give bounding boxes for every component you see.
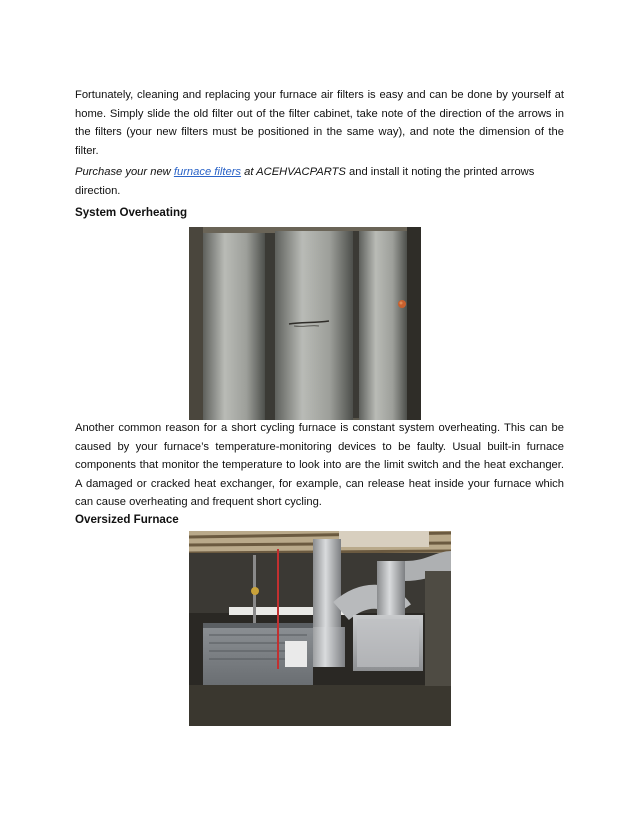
paragraph-filters: Fortunately, cleaning and replacing your furnace air filters is easy and can be done by yourself at home. Simply slide the old filter out of the filter cabinet, take note of the direction of the arrows in the filters (your new filters must be positioned in the same way), and note the dimension of the filter. — [75, 89, 564, 157]
purchase-mid: at ACEHVACPARTS — [241, 166, 346, 178]
heading-system-overheating: System Overheating — [75, 206, 188, 219]
purchase-prefix: Purchase your new — [75, 166, 174, 178]
heat-exchanger-photo — [189, 227, 421, 420]
paragraph-overheating: Another common reason for a short cycling furnace is constant system overheating. This can be caused by your furnace’s temperature-monitoring devices to be faulty. Usual built-in furnace components that monitor the temperature to look into are the limit switch and the heat exchanger. A damaged or cracked heat exchanger, for example, can release heat inside your furnace which can cause overheating and frequent short cycling. — [75, 422, 564, 509]
furnace-filters-link[interactable]: furnace filters — [173, 166, 242, 178]
paragraph-purchase — [75, 163, 564, 200]
heading-oversized-furnace: Oversized Furnace — [75, 513, 179, 526]
oversized-furnace-photo — [189, 531, 451, 726]
purchase-suffix: and install it noting the printed arrows direction. — [75, 166, 535, 197]
